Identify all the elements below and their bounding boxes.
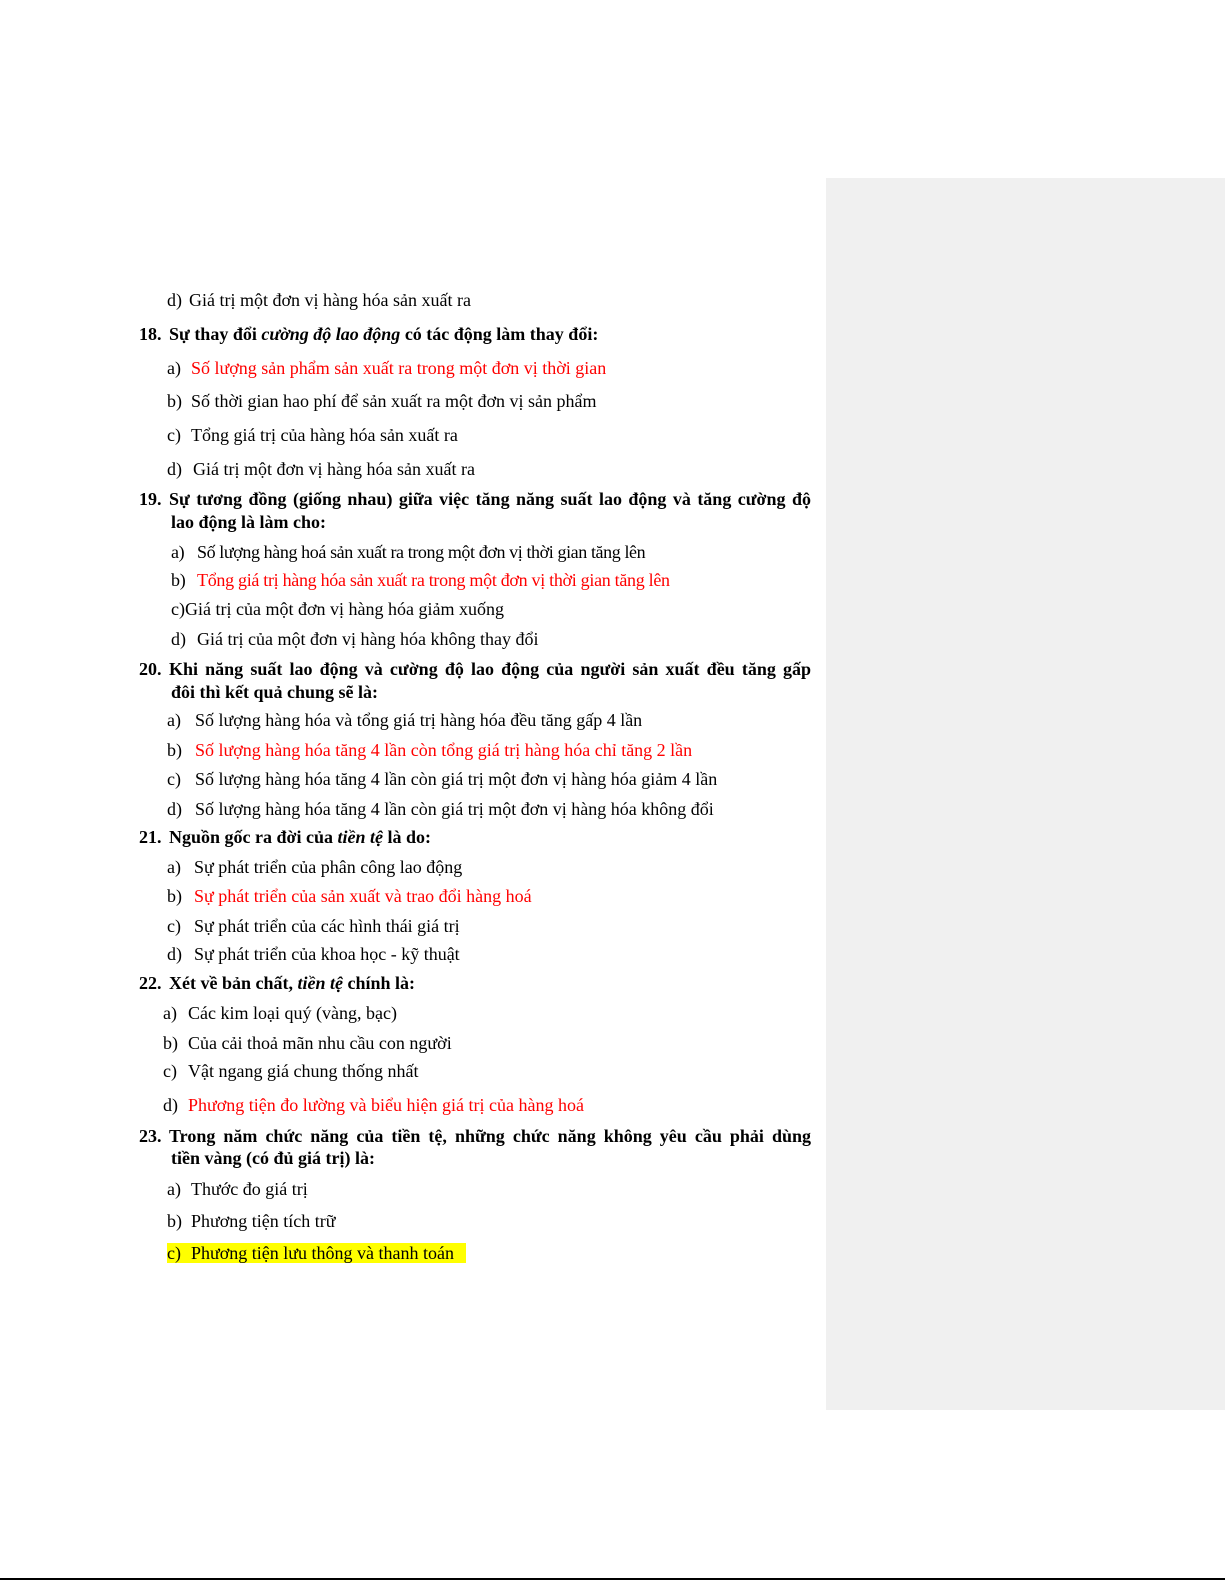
- option-text: Vật ngang giá chung thống nhất: [188, 1061, 419, 1081]
- q19-option-d: [171, 628, 538, 650]
- question-emphasis: tiền tệ: [297, 973, 343, 993]
- question-text: Nguồn gốc ra đời của: [169, 827, 338, 847]
- option-letter: c): [167, 1243, 181, 1263]
- option-letter: a): [167, 857, 181, 877]
- question-text: Sự thay đổi: [169, 324, 262, 344]
- option-text: Các kim loại quý (vàng, bạc): [188, 1003, 397, 1023]
- question-number: 20.: [139, 659, 162, 679]
- q20-option-b: [167, 739, 692, 761]
- q21-option-c: [167, 915, 460, 937]
- q18-option-b: [167, 390, 596, 412]
- option-letter: d): [167, 290, 182, 310]
- option-text: Số lượng sản phẩm sản xuất ra trong một đơn vị thời gian: [191, 358, 607, 378]
- q22-option-a: [163, 1002, 397, 1024]
- question-emphasis: cường độ lao động: [261, 324, 401, 344]
- option-text: Số lượng hàng hóa tăng 4 lần còn giá trị một đơn vị hàng hóa giảm 4 lần: [195, 769, 718, 789]
- option-letter: b): [167, 1211, 182, 1231]
- question-19-line2: [171, 511, 326, 533]
- option-letter: d): [163, 1095, 178, 1115]
- question-19: [139, 488, 811, 510]
- option-letter: c): [167, 769, 181, 789]
- q22-option-d: [163, 1094, 584, 1116]
- question-text: Khi năng suất lao động và cường độ lao động của người sản xuất đều tăng gấp: [169, 659, 811, 679]
- option-letter: a): [171, 542, 185, 562]
- option-letter: b): [167, 740, 182, 760]
- q17-option-d: [167, 289, 471, 311]
- option-text: Tổng giá trị hàng hóa sản xuất ra trong một đơn vị thời gian tăng lên: [197, 570, 670, 590]
- q20-option-c: [167, 768, 717, 790]
- option-text: Phương tiện lưu thông và thanh toán: [191, 1243, 455, 1263]
- option-text: Số lượng hàng hoá sản xuất ra trong một đơn vị thời gian tăng lên: [197, 542, 646, 562]
- q21-option-a: [167, 856, 462, 878]
- question-20-line2: [171, 681, 378, 703]
- option-letter: a): [167, 358, 181, 378]
- option-text: Của cải thoả mãn nhu cầu con người: [188, 1033, 452, 1053]
- q22-option-c: [163, 1060, 418, 1082]
- q23-option-b: [167, 1210, 336, 1232]
- q21-option-b: [167, 885, 532, 907]
- question-text: Xét về bản chất,: [169, 973, 298, 993]
- comment-pane: [826, 178, 1225, 1410]
- option-letter: c): [171, 599, 185, 619]
- option-letter: a): [167, 710, 181, 730]
- option-letter: d): [167, 944, 182, 964]
- option-letter: c): [167, 425, 181, 445]
- q18-option-c: [167, 424, 458, 446]
- question-21: [139, 826, 431, 848]
- option-letter: d): [171, 629, 186, 649]
- question-number: 19.: [139, 489, 162, 509]
- option-letter: b): [167, 886, 182, 906]
- question-text: đôi thì kết quả chung sẽ là:: [171, 682, 379, 702]
- option-text: Số lượng hàng hóa tăng 4 lần còn tổng giá trị hàng hóa chỉ tăng 2 lần: [195, 740, 693, 760]
- question-number: 23.: [139, 1126, 162, 1146]
- option-letter: d): [167, 459, 182, 479]
- q19-option-c: [171, 598, 504, 620]
- question-number: 18.: [139, 324, 162, 344]
- option-text: Số lượng hàng hóa tăng 4 lần còn giá trị một đơn vị hàng hóa không đổi: [195, 799, 714, 819]
- q18-option-a: [167, 357, 606, 379]
- option-letter: c): [163, 1061, 177, 1081]
- option-letter: d): [167, 799, 182, 819]
- q19-option-b: [171, 569, 670, 591]
- question-text: lao động là làm cho:: [171, 512, 327, 532]
- q23-option-c: [167, 1242, 466, 1264]
- option-letter: a): [167, 1179, 181, 1199]
- highlighted-answer: [167, 1243, 466, 1263]
- option-text: Sự phát triển của phân công lao động: [194, 857, 463, 877]
- question-text: tiền vàng (có đủ giá trị) là:: [171, 1148, 375, 1168]
- question-emphasis: tiền tệ: [337, 827, 383, 847]
- q20-option-d: [167, 798, 714, 820]
- q20-option-a: [167, 709, 642, 731]
- option-text: Thước đo giá trị: [191, 1179, 308, 1199]
- option-text: Giá trị một đơn vị hàng hóa sản xuất ra: [193, 459, 475, 479]
- question-20: [139, 658, 811, 680]
- option-text: Số lượng hàng hóa và tổng giá trị hàng hóa đều tăng gấp 4 lần: [195, 710, 643, 730]
- q18-option-d: [167, 458, 475, 480]
- q23-option-a: [167, 1178, 308, 1200]
- question-text-end: chính là:: [343, 973, 416, 993]
- question-text: Sự tương đồng (giống nhau) giữa việc tăng năng suất lao động và tăng cường độ: [169, 489, 811, 509]
- question-23: [139, 1125, 811, 1147]
- question-number: 21.: [139, 827, 162, 847]
- question-text-end: có tác động làm thay đổi:: [400, 324, 599, 344]
- option-text: Phương tiện đo lường và biểu hiện giá trị của hàng hoá: [188, 1095, 584, 1115]
- option-text: Sự phát triển của sản xuất và trao đổi hàng hoá: [194, 886, 532, 906]
- q21-option-d: [167, 943, 460, 965]
- option-letter: a): [163, 1003, 177, 1023]
- option-text: Số thời gian hao phí để sản xuất ra một đơn vị sản phẩm: [191, 391, 597, 411]
- question-22: [139, 972, 415, 994]
- question-23-line2: [171, 1147, 375, 1169]
- option-text: Tổng giá trị của hàng hóa sản xuất ra: [191, 425, 458, 445]
- page-bottom-rule: [0, 1578, 1225, 1580]
- option-letter: c): [167, 916, 181, 936]
- option-letter: b): [171, 570, 186, 590]
- question-text-end: là do:: [382, 827, 431, 847]
- option-letter: b): [163, 1033, 178, 1053]
- option-text: Sự phát triển của khoa học - kỹ thuật: [194, 944, 460, 964]
- question-text: Trong năm chức năng của tiền tệ, những chức năng không yêu cầu phải dùng: [169, 1126, 811, 1146]
- q22-option-b: [163, 1032, 452, 1054]
- question-18: [139, 323, 598, 345]
- question-number: 22.: [139, 973, 162, 993]
- option-text: Sự phát triển của các hình thái giá trị: [194, 916, 460, 936]
- option-text: Giá trị của một đơn vị hàng hóa không thay đổi: [197, 629, 539, 649]
- option-text: Giá trị của một đơn vị hàng hóa giảm xuống: [184, 599, 504, 619]
- option-text: Phương tiện tích trữ: [191, 1211, 336, 1231]
- q19-option-a: [171, 541, 645, 563]
- option-letter: b): [167, 391, 182, 411]
- option-text: Giá trị một đơn vị hàng hóa sản xuất ra: [189, 290, 471, 310]
